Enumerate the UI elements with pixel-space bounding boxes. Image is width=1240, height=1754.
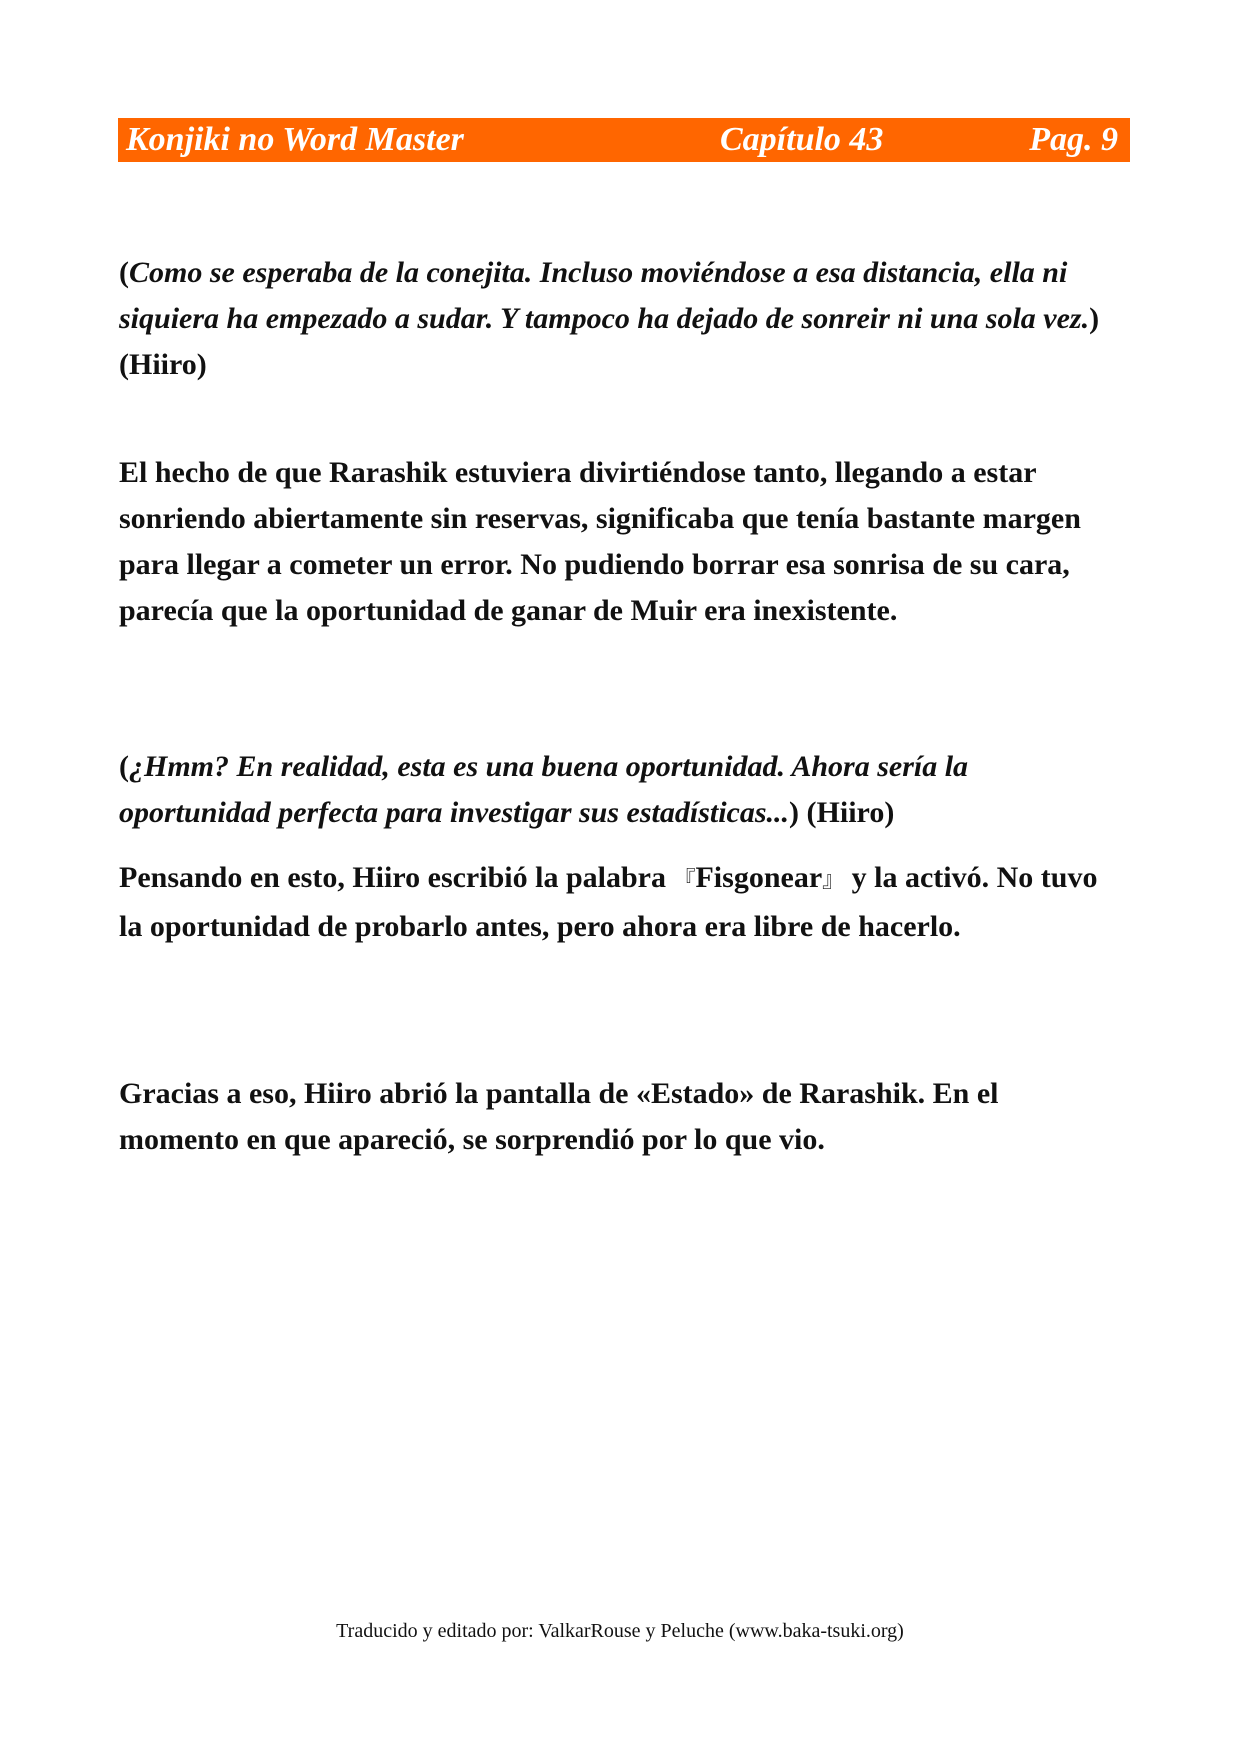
- open-paren: (: [119, 750, 129, 783]
- speaker-tag: (Hiiro): [119, 348, 207, 381]
- thought-paragraph-1: [119, 250, 1119, 388]
- thought-text: ¿Hmm? En realidad, esta es una buena oportunidad. Ahora sería la oportunidad perfecta para investigar sus estadísticas...: [119, 750, 969, 829]
- thought-paragraph-2: [119, 744, 1119, 836]
- bracket-open: 『: [673, 868, 696, 893]
- page-number: Pag. 9: [1029, 121, 1118, 158]
- narration-paragraph-2: [119, 855, 1119, 950]
- speaker-tag: (Hiiro): [799, 796, 895, 829]
- chapter-label: Capítulo 43: [720, 121, 884, 158]
- narration-text-after: y la activó. No tuvo la oportunidad de probarlo antes, pero ahora era libre de hacerlo.: [119, 861, 1098, 943]
- open-paren: (: [119, 256, 129, 289]
- close-paren: ): [789, 796, 800, 829]
- narration-paragraph-3: Gracias a eso, Hiiro abrió la pantalla de «Estado» de Rarashik. En el momento en que apareció, se sorprendió por lo que vio.: [119, 1077, 999, 1156]
- skill-word: Fisgonear: [695, 861, 823, 894]
- page-footer: Traducido y editado por: ValkarRouse y Peluche (www.baka-tsuki.org): [336, 1620, 904, 1642]
- thought-text: Como se esperaba de la conejita. Incluso moviéndose a esa distancia, ella ni siquiera ha empezado a sudar. Y tampoco ha dejado de sonreir ni una sola vez.: [119, 256, 1090, 335]
- page-header: [118, 118, 1130, 162]
- narration-text-before: Pensando en esto, Hiiro escribió la palabra: [119, 861, 674, 894]
- bracket-close: 』: [822, 868, 845, 893]
- close-paren: ): [1089, 302, 1100, 335]
- narration-paragraph-1: El hecho de que Rarashik estuviera divirtiéndose tanto, llegando a estar sonriendo abiertamente sin reservas, significaba que tenía bastante margen para llegar a cometer un error. No pudiendo borrar esa sonrisa de su cara, parecía que la oportunidad de ganar de Muir era inexistente.: [119, 456, 1081, 627]
- novel-title: Konjiki no Word Master: [126, 121, 464, 158]
